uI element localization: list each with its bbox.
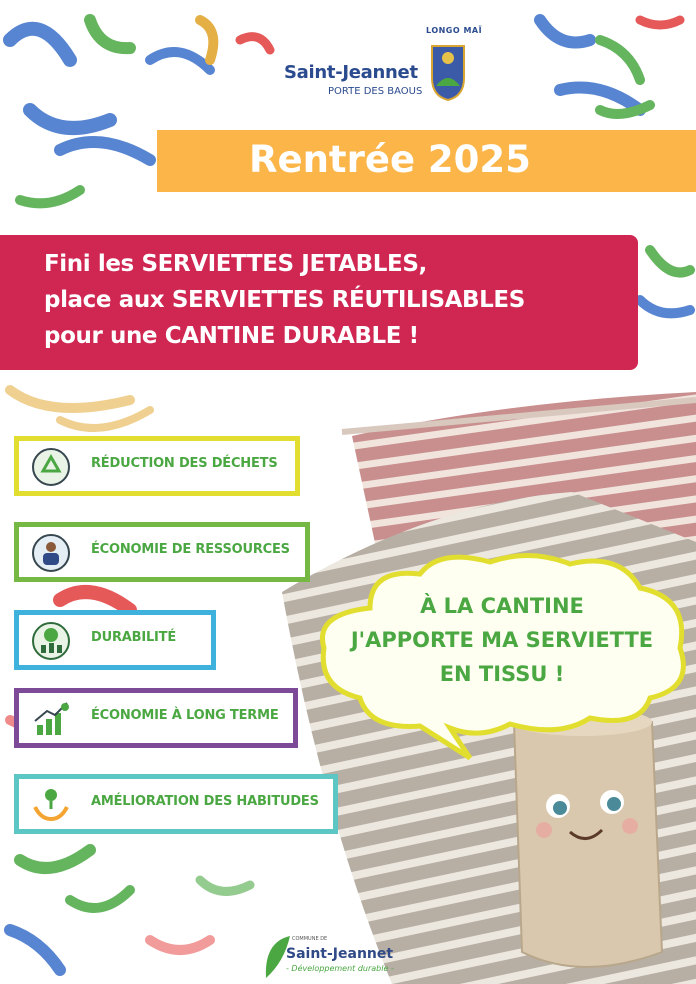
coat-of-arms-icon <box>430 42 466 102</box>
benefit-label: RÉDUCTION DES DÉCHETS <box>91 456 278 471</box>
logo-motto: LONGO MAÏ <box>426 26 483 35</box>
bubble-line-3: EN TISSU ! <box>439 662 565 686</box>
footer-tagline: - Développement durable - <box>286 964 394 973</box>
footer-name: Saint-Jeannet <box>286 946 394 962</box>
speech-bubble <box>310 548 694 760</box>
footer-small-text: COMMUNE DE <box>292 936 328 942</box>
benefit-reduction-dechets <box>14 436 300 496</box>
benefit-economie-ressources <box>14 522 310 582</box>
growth-chart-icon <box>31 699 71 739</box>
slogan-line-2: place aux SERVIETTES RÉUTILISABLES <box>44 287 525 313</box>
recycle-icon <box>31 447 71 487</box>
benefit-label: DURABILITÉ <box>91 630 177 645</box>
benefit-label: ÉCONOMIE DE RESSOURCES <box>91 542 290 557</box>
benefit-amelioration-habitudes <box>14 774 338 834</box>
benefit-label: ÉCONOMIE À LONG TERME <box>91 708 279 723</box>
slogan-line-3: pour une CANTINE DURABLE ! <box>44 323 419 349</box>
developpement-durable-logo <box>262 930 402 984</box>
hands-plant-icon <box>31 785 71 825</box>
benefit-durabilite <box>14 610 216 670</box>
bubble-line-1: À LA CANTINE <box>420 594 584 618</box>
logo-city-name: Saint-Jeannet <box>284 62 418 83</box>
benefit-economie-long-terme <box>14 688 298 748</box>
bubble-line-2: J'APPORTE MA SERVIETTE <box>350 628 654 652</box>
cloud-bubble-shape <box>310 548 694 760</box>
page-title: Rentrée 2025 <box>249 138 531 181</box>
logo-city-subtitle: PORTE DES BAOUS <box>328 86 423 97</box>
person-resources-icon <box>31 533 71 573</box>
title-banner <box>157 130 696 192</box>
family-tree-icon <box>31 621 71 661</box>
benefit-label: AMÉLIORATION DES HABITUDES <box>91 794 319 809</box>
saint-jeannet-logo <box>284 26 504 116</box>
slogan-banner <box>0 235 638 370</box>
slogan-line-1: Fini les SERVIETTES JETABLES, <box>44 251 427 277</box>
